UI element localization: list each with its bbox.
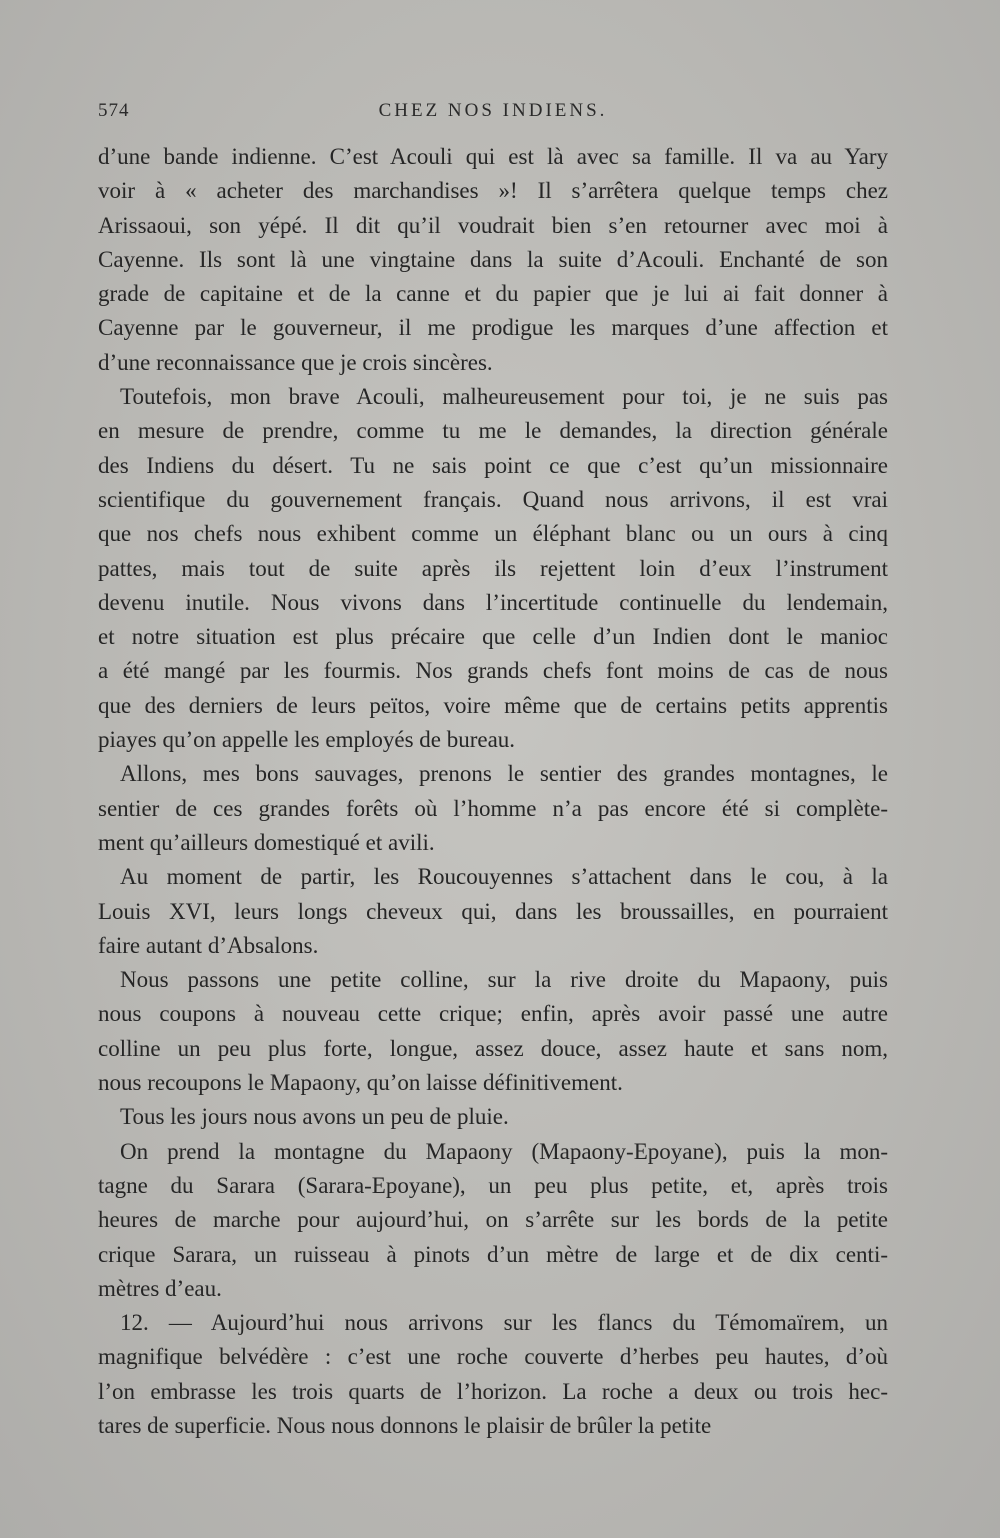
text-line: nous coupons à nouveau cette crique; enfin, après avoir passé une autre	[98, 1001, 888, 1027]
text-line: scientifique du gouvernement français. Quand nous arrivons, il est vrai	[98, 486, 888, 512]
text-line: en mesure de prendre, comme tu me le demandes, la direction générale	[98, 418, 888, 444]
text-line: ment qu’ailleurs domestiqué et avili.	[98, 829, 435, 855]
paragraph	[98, 1306, 888, 1443]
text-line: tares de superficie. Nous nous donnons le plaisir de brûler la petite	[98, 1412, 712, 1438]
text-line: Allons, mes bons sauvages, prenons le sentier des grandes montagnes, le	[120, 761, 888, 787]
text-line: On prend la montagne du Mapaony (Mapaony-Epoyane), puis la mon-	[120, 1138, 888, 1164]
text-line: crique Sarara, un ruisseau à pinots d’un mètre de large et de dix centi-	[98, 1241, 888, 1267]
paragraph	[98, 860, 888, 963]
paragraph	[98, 140, 888, 380]
running-head: CHEZ NOS INDIENS.	[378, 100, 608, 121]
text-line: Nous passons une petite colline, sur la rive droite du Mapaony, puis	[120, 967, 888, 993]
text-line: magnifique belvédère : c’est une roche couverte d’herbes peu hautes, d’où	[98, 1344, 888, 1370]
text-line: heures de marche pour aujourd’hui, on s’arrête sur les bords de la petite	[98, 1207, 888, 1233]
text-line: d’une bande indienne. C’est Acouli qui est là avec sa famille. Il va au Yary	[98, 144, 888, 169]
text-line: a été mangé par les fourmis. Nos grands chefs font moins de cas de nous	[98, 658, 888, 684]
text-line: Tous les jours nous avons un peu de pluie.	[120, 1104, 509, 1130]
text-line: voir à « acheter des marchandises »! Il s’arrêtera quelque temps chez	[98, 178, 888, 204]
text-line: pattes, mais tout de suite après ils rejettent loin d’eux l’instrument	[98, 555, 888, 581]
text-line: Au moment de partir, les Roucouyennes s’attachent dans le cou, à la	[120, 864, 888, 890]
text-line: des Indiens du désert. Tu ne sais point ce que c’est qu’un missionnaire	[98, 452, 888, 478]
text-line: Cayenne. Ils sont là une vingtaine dans la suite d’Acouli. Enchanté de son	[98, 246, 888, 272]
paragraph	[98, 963, 888, 1100]
text-line: sentier de ces grandes forêts où l’homme n’a pas encore été si complète-	[98, 795, 888, 821]
text-line: nous recoupons le Mapaony, qu’on laisse définitivement.	[98, 1070, 623, 1096]
text-line: faire autant d’Absalons.	[98, 932, 319, 958]
text-line: Arissaoui, son yépé. Il dit qu’il voudrait bien s’en retourner avec moi à	[98, 212, 888, 238]
text-line: devenu inutile. Nous vivons dans l’incertitude continuelle du lendemain,	[98, 589, 888, 615]
page-header	[98, 100, 888, 130]
paragraph	[98, 1100, 888, 1134]
text-line: grade de capitaine et de la canne et du papier que je lui ai fait donner à	[98, 281, 888, 307]
text-line: colline un peu plus forte, longue, assez douce, assez haute et sans nom,	[98, 1035, 888, 1061]
body-text	[98, 140, 888, 1443]
text-line: mètres d’eau.	[98, 1275, 222, 1301]
text-line: que nos chefs nous exhibent comme un éléphant blanc ou un ours à cinq	[98, 521, 888, 547]
paragraph	[98, 757, 888, 860]
text-line: et notre situation est plus précaire que celle d’un Indien dont le manioc	[98, 624, 888, 650]
page-number: 574	[98, 100, 130, 121]
text-line: Louis XVI, leurs longs cheveux qui, dans les broussailles, en pourraient	[98, 898, 888, 924]
text-line: tagne du Sarara (Sarara-Epoyane), un peu plus petite, et, après trois	[98, 1172, 888, 1198]
text-line: l’on embrasse les trois quarts de l’horizon. La roche a deux ou trois hec-	[98, 1378, 888, 1404]
text-line: que des derniers de leurs peïtos, voire même que de certains petits apprentis	[98, 692, 888, 718]
paragraph	[98, 380, 888, 757]
text-line: d’une reconnaissance que je crois sincères.	[98, 349, 493, 375]
text-line: 12. — Aujourd’hui nous arrivons sur les flancs du Témomaïrem, un	[120, 1310, 888, 1336]
text-line: Toutefois, mon brave Acouli, malheureusement pour toi, je ne suis pas	[120, 384, 888, 410]
text-line: Cayenne par le gouverneur, il me prodigue les marques d’une affection et	[98, 315, 888, 341]
text-line: piayes qu’on appelle les employés de bureau.	[98, 727, 516, 753]
paragraph	[98, 1135, 888, 1306]
